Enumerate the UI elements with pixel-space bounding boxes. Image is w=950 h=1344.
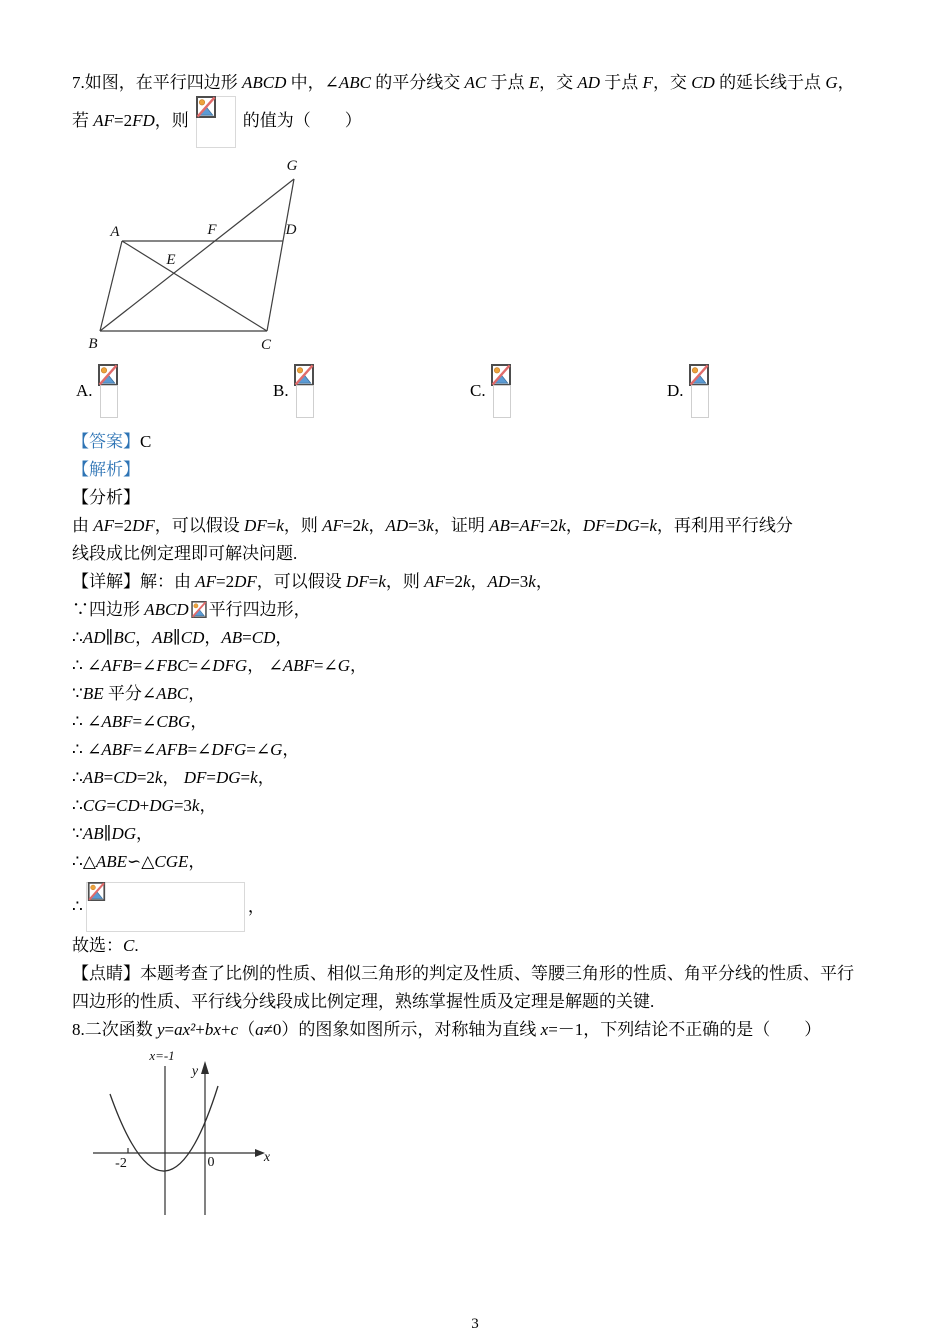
solution-step: ∴AD∥BC，AB∥CD，AB=CD， (72, 628, 293, 647)
broken-image-icon (491, 364, 511, 386)
origin-label: 0 (207, 1155, 215, 1170)
option-d-label: D. (667, 381, 684, 400)
option-d (663, 364, 860, 418)
x-axis-label: x (263, 1150, 271, 1165)
analysis-line-1: 由 AF=2DF，可以假设 DF=k，则 AF=2k，AD=3k，证明 AB=AF=2k，DF=DG=k，再利用平行线分 (72, 516, 793, 535)
analysis-line-2: 线段成比例定理即可解决问题. (72, 544, 298, 563)
figure-label-B: B (88, 336, 98, 352)
solution-line-2-after: 平行四边形， (208, 600, 311, 619)
conclusion-formula-image-placeholder (86, 882, 245, 932)
solution-step: ∵AB∥DG， (72, 824, 154, 843)
solution-step: ∴CG=CD+DG=3k， (72, 796, 217, 815)
option-c-label: C. (470, 381, 486, 400)
note-line-1: 【点睛】本题考查了比例的性质、相似三角形的判定及性质、等腰三角形的性质、角平分线的性质、平行 (72, 964, 854, 983)
symmetry-axis-label: x=-1 (149, 1048, 175, 1063)
x-tick-label: -2 (115, 1156, 127, 1171)
solution-line-2 (72, 596, 888, 624)
solution-step: ∵BE 平分∠ABC， (72, 684, 206, 703)
solution-step: ∴ ∠ABF=∠CBG， (72, 712, 208, 731)
choice-line: 故选：C. (72, 936, 139, 955)
figure-label-F: F (207, 222, 217, 238)
solution-step: ∴ ∠ABF=∠AFB=∠DFG=∠G， (72, 740, 300, 759)
broken-image-icon (86, 882, 107, 901)
conclusion-comma: ， (247, 897, 265, 916)
option-b (269, 364, 466, 418)
solution-line-2-before: ∵四边形 ABCD (72, 600, 189, 619)
option-a-label: A. (76, 381, 93, 400)
figure-diagonal-AC (122, 241, 267, 331)
broken-image-icon (196, 96, 216, 118)
option-c (466, 364, 663, 418)
figure-bisector-BG (100, 179, 294, 331)
figure-label-C: C (260, 337, 272, 353)
analysis-subtag: 【分析】 (72, 488, 140, 507)
q7-stem-line1: 7.如图，在平行四边形 ABCD 中，∠ABC 的平分线交 AC 于点 E，交 AD 于点 F，交 CD 的延长线于点 G， (72, 73, 855, 92)
broken-image-icon (294, 364, 314, 386)
therefore-symbol: ∴ (72, 897, 83, 916)
broken-image-icon (191, 601, 207, 618)
figure-label-A: A (110, 224, 120, 240)
solution-step: ∴ ∠AFB=∠FBC=∠DFG， ∠ABF=∠G， (72, 656, 367, 675)
q8-parabola-graph (88, 1048, 283, 1223)
solution-line-1: 【详解】解：由 AF=2DF，可以假设 DF=k，则 AF=2k，AD=3k， (72, 572, 553, 591)
q7-options-row (72, 364, 888, 418)
answer-value: C (140, 432, 152, 451)
answer-analysis-block (72, 428, 888, 1044)
option-c-image-placeholder (491, 364, 512, 418)
solution-step: ∴AB=CD=2k， DF=DG=k， (72, 768, 275, 787)
option-a-image-placeholder (98, 364, 119, 418)
q7-stem-line2-after: 的值为（ ） (242, 110, 362, 130)
broken-image-icon (98, 364, 118, 386)
page-number: 3 (471, 1316, 479, 1332)
q8-stem: 8.二次函数 y=ax²+bx+c（a≠0）的图象如图所示，对称轴为直线 x=－1，下列结论不正确的是（ ） (72, 1020, 822, 1039)
y-axis-label: y (191, 1064, 199, 1079)
option-b-label: B. (273, 381, 289, 400)
option-a (72, 364, 269, 418)
solution-step: ∴△ABE∽△CGE， (72, 852, 206, 871)
broken-image-icon (689, 364, 709, 386)
q7-geometry-figure (80, 154, 312, 356)
note-line-2: 四边形的性质、平行线分线段成比例定理，熟练掌握性质及定理是解题的关键. (72, 992, 655, 1011)
figure-side-AB (100, 241, 122, 331)
figure-label-G: G (286, 158, 298, 174)
option-b-image-placeholder (294, 364, 315, 418)
figure-line-CG (267, 179, 294, 331)
q7-stem-line2-before: 若 AF=2FD，则 (72, 110, 189, 130)
analysis-tag: 【解析】 (72, 460, 140, 479)
q7-stem-line2 (72, 96, 888, 148)
y-axis-arrow (201, 1061, 209, 1074)
solution-conclusion-line (72, 882, 888, 932)
option-d-image-placeholder (689, 364, 710, 418)
answer-tag: 【答案】 (72, 432, 140, 451)
q7-formula-image-placeholder (196, 96, 236, 148)
answer-line (72, 428, 888, 456)
figure-label-E: E (166, 252, 176, 268)
figure-label-D: D (285, 222, 297, 238)
